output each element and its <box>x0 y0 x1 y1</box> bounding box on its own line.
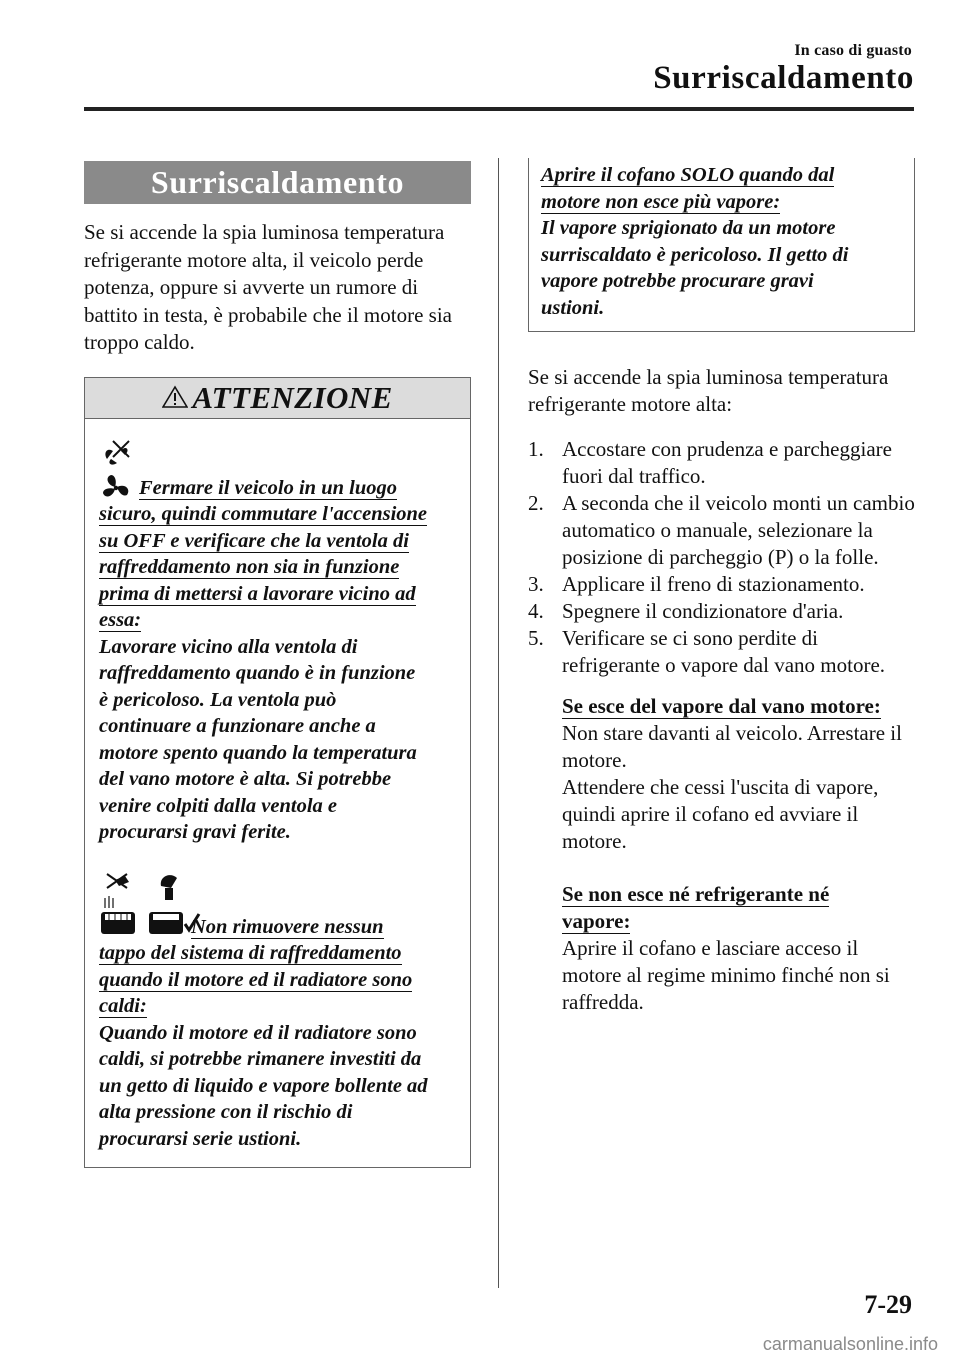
caution-heading <box>541 162 904 215</box>
cap-text-line: caldi, si potrebbe rimanere investiti da <box>99 1048 422 1070</box>
fan-blade-crossed-icon <box>99 437 139 469</box>
fan-heading-line: raffreddamento non sia in funzione <box>99 556 400 578</box>
right-column <box>528 158 915 1016</box>
steam-case <box>562 693 915 855</box>
cap-text-line: un getto di liquido e vapore bollente ad <box>99 1074 428 1097</box>
header-title: Surriscaldamento <box>653 60 914 96</box>
cap-heading-line: caldi: <box>99 995 147 1017</box>
cap-text-line: alta pressione con il rischio di <box>99 1101 353 1123</box>
caution-text-line: ustioni. <box>541 296 605 319</box>
no-steam-case <box>562 881 915 1016</box>
cap-heading-line: tappo del sistema di raffreddamento <box>99 942 402 964</box>
caution-text-line: vapore potrebbe procurare gravi <box>541 270 814 292</box>
fan-section <box>99 437 458 846</box>
cap-warning-text <box>99 1020 458 1153</box>
procedure-lead: Se si accende la spia luminosa temperatura refrigerante motore alta: <box>528 365 889 416</box>
step-item <box>528 436 915 490</box>
step-number: 4. <box>528 599 544 623</box>
step-text: A seconda che il veicolo monti un cambio automatico o manuale, selezionare la posizione di parcheggio (P) o la folle. <box>562 491 915 569</box>
column-divider <box>498 158 499 1288</box>
steam-paragraph: Attendere che cessi l'uscita di vapore, quindi aprire il cofano ed avviare il motore. <box>562 775 879 853</box>
procedure-steps <box>528 436 915 679</box>
fan-warning-heading <box>99 475 458 634</box>
cap-heading-line: Non rimuovere nessun <box>191 915 384 938</box>
warning-box <box>84 377 471 1168</box>
site-watermark: carmanualsonline.info <box>762 1334 938 1354</box>
cooling-fan-icon <box>99 473 133 501</box>
section-banner: Surriscaldamento <box>84 161 471 204</box>
header-rule <box>84 107 914 111</box>
no-steam-heading: vapore: <box>562 909 631 933</box>
caution-text <box>541 215 904 321</box>
cap-heading-line: quando il motore ed il radiatore sono <box>99 968 413 991</box>
steam-paragraph: Non stare davanti al veicolo. Arrestare il motore. <box>562 721 902 772</box>
step-item <box>528 625 915 679</box>
fan-warning-text <box>99 634 458 846</box>
warning-header <box>85 377 470 419</box>
step-number: 1. <box>528 437 544 461</box>
step-text: Accostare con prudenza e parcheggiare fuori dal traffico. <box>562 437 892 488</box>
caution-box <box>528 158 915 332</box>
step-item <box>528 571 915 598</box>
step-text: Spegnere il condizionatore d'aria. <box>562 599 844 623</box>
no-steam-heading: Se non esce né refrigerante né <box>562 882 830 906</box>
step-item <box>528 490 915 571</box>
left-column <box>84 161 471 1168</box>
no-steam-paragraph: Aprire il cofano e lasciare acceso il motore al regime minimo finché non si raffredda. <box>562 936 890 1014</box>
step-text: Verificare se ci sono perdite di refrigerante o vapore dal vano motore. <box>562 626 886 677</box>
page-number: 7-29 <box>864 1290 912 1319</box>
fan-text-line: è pericoloso. La ventola può <box>99 688 337 711</box>
caution-text-line: Il vapore sprigionato da un motore <box>541 217 836 239</box>
steam-heading: Se esce del vapore dal vano motore: <box>562 694 881 718</box>
fan-text-line: Lavorare vicino alla ventola di <box>99 635 358 658</box>
radiator-cap-section <box>99 872 458 1153</box>
caution-heading-line: motore non esce più vapore: <box>541 190 781 213</box>
cap-text-line: procurarsi serie ustioni. <box>99 1127 302 1150</box>
step-number: 5. <box>528 626 544 650</box>
fan-heading-line: sicuro, quindi commutare l'accensione <box>99 503 428 525</box>
step-number: 2. <box>528 491 544 515</box>
caution-heading-line: Aprire il cofano SOLO quando dal <box>541 164 835 186</box>
fan-text-line: del vano motore è alta. Si potrebbe <box>99 768 392 790</box>
fan-text-line: procurarsi gravi ferite. <box>99 821 291 843</box>
chapter-label: In caso di guasto <box>794 42 912 59</box>
hot-radiator-crossed-icon <box>99 872 139 938</box>
fan-heading-line: essa: <box>99 609 142 631</box>
step-number: 3. <box>528 572 544 596</box>
warning-triangle-icon <box>162 385 188 409</box>
step-text: Applicare il freno di stazionamento. <box>562 572 865 596</box>
step-item <box>528 598 915 625</box>
warning-title: ATTENZIONE <box>192 379 393 415</box>
fan-heading-line: prima di mettersi a lavorare vicino ad <box>99 582 416 605</box>
fan-text-line: raffreddamento quando è in funzione <box>99 662 416 684</box>
intro-paragraph: Se si accende la spia luminosa temperatura refrigerante motore alta, il veicolo perde potenza, oppure si avverte un rumore di battito in testa, è probabile che il motore sia troppo caldo. <box>84 220 452 354</box>
cap-text-line: Quando il motore ed il radiatore sono <box>99 1021 417 1044</box>
caution-text-line: surriscaldato è pericoloso. Il getto di <box>541 243 849 266</box>
fan-text-line: motore spento quando la temperatura <box>99 741 417 764</box>
fan-heading-line: su OFF e verificare che la ventola di <box>99 529 409 552</box>
warning-body <box>85 419 470 1153</box>
fan-text-line: continuare a funzionare anche a <box>99 715 376 737</box>
fan-heading-line: Fermare il veicolo in un luogo <box>139 476 397 499</box>
fan-text-line: venire colpiti dalla ventola e <box>99 794 337 817</box>
